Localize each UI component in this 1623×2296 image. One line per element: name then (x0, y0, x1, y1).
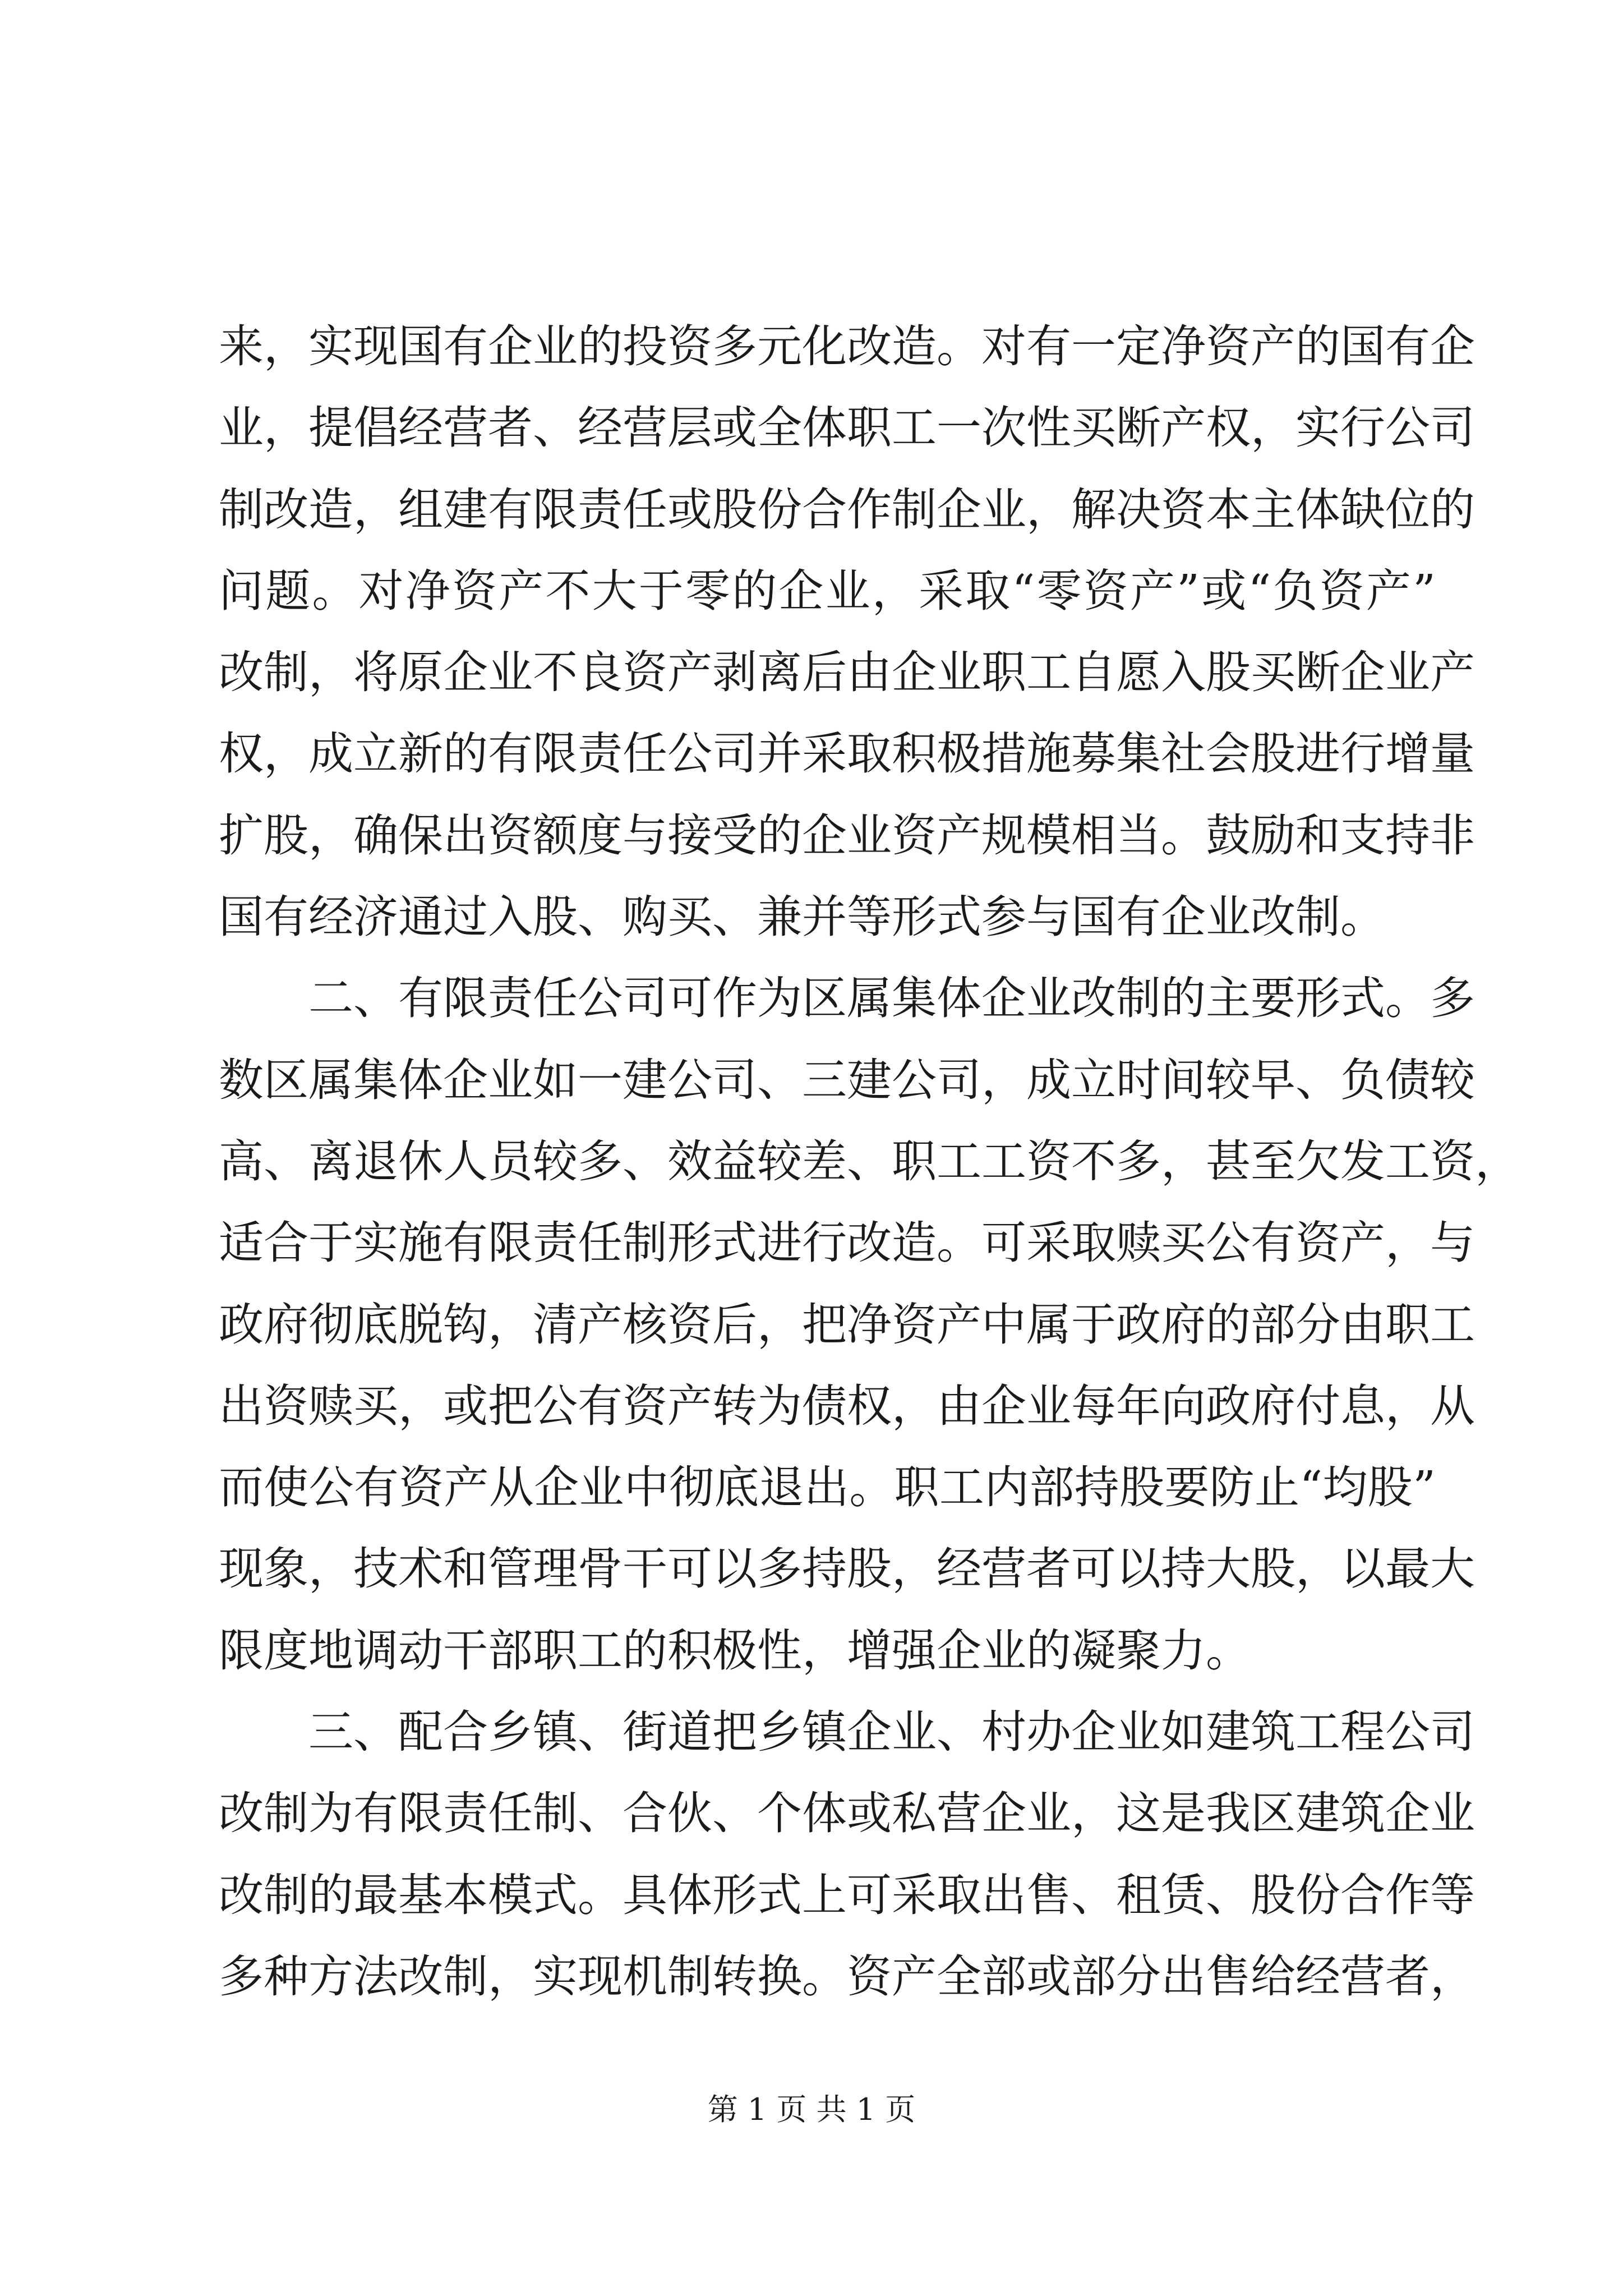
page-footer: 第 1 页 共 1 页 (707, 2092, 916, 2127)
text-line: 制改造，组建有限责任或股份合作制企业，解决资本主体缺位的 (219, 483, 1475, 536)
text-line: 高、离退休人员较多、效益较差、职工工资不多，甚至欠发工资， (219, 1135, 1520, 1188)
body-text (219, 306, 1520, 2017)
paragraph-3-first-line: 三、配合乡镇、街道把乡镇企业、村办企业如建筑工程公司 (308, 1706, 1475, 1759)
text-line: 改制，将原企业不良资产剥离后由企业职工自愿入股买断企业产 (219, 646, 1475, 699)
text-line: 权，成立新的有限责任公司并采取积极措施募集社会股进行增量 (219, 728, 1475, 780)
text-line: 适合于实施有限责任制形式进行改造。可采取赎买公有资产，与 (219, 1217, 1475, 1269)
text-line: 政府彻底脱钩，清产核资后，把净资产中属于政府的部分由职工 (219, 1298, 1475, 1351)
text-line: 而使公有资产从企业中彻底退出。职工内部持股要防止“均股” (219, 1461, 1436, 1514)
text-line: 限度地调动干部职工的积极性，增强企业的凝聚力。 (219, 1624, 1251, 1677)
text-line: 问题。对净资产不大于零的企业，采取“零资产”或“负资产” (219, 564, 1436, 617)
text-line: 国有经济通过入股、购买、兼并等形式参与国有企业改制。 (219, 891, 1385, 944)
text-line: 多种方法改制，实现机制转换。资产全部或部分出售给经营者， (219, 1950, 1475, 2003)
text-line: 改制的最基本模式。具体形式上可采取出售、租赁、股份合作等 (219, 1869, 1475, 1921)
text-line: 来，实现国有企业的投资多元化改造。对有一定净资产的国有企 (219, 320, 1475, 372)
text-line: 业，提倡经营者、经营层或全体职工一次性买断产权，实行公司 (219, 402, 1475, 454)
paragraph-2-first-line: 二、有限责任公司可作为区属集体企业改制的主要形式。多 (308, 972, 1475, 1025)
text-line: 现象，技术和管理骨干可以多持股，经营者可以持大股，以最大 (219, 1543, 1475, 1595)
text-line: 扩股，确保出资额度与接受的企业资产规模相当。鼓励和支持非 (219, 809, 1475, 862)
text-line: 数区属集体企业如一建公司、三建公司，成立时间较早、负债较 (219, 1053, 1475, 1106)
text-line: 改制为有限责任制、合伙、个体或私营企业，这是我区建筑企业 (219, 1787, 1475, 1840)
text-line: 出资赎买，或把公有资产转为债权，由企业每年向政府付息，从 (219, 1379, 1475, 1432)
